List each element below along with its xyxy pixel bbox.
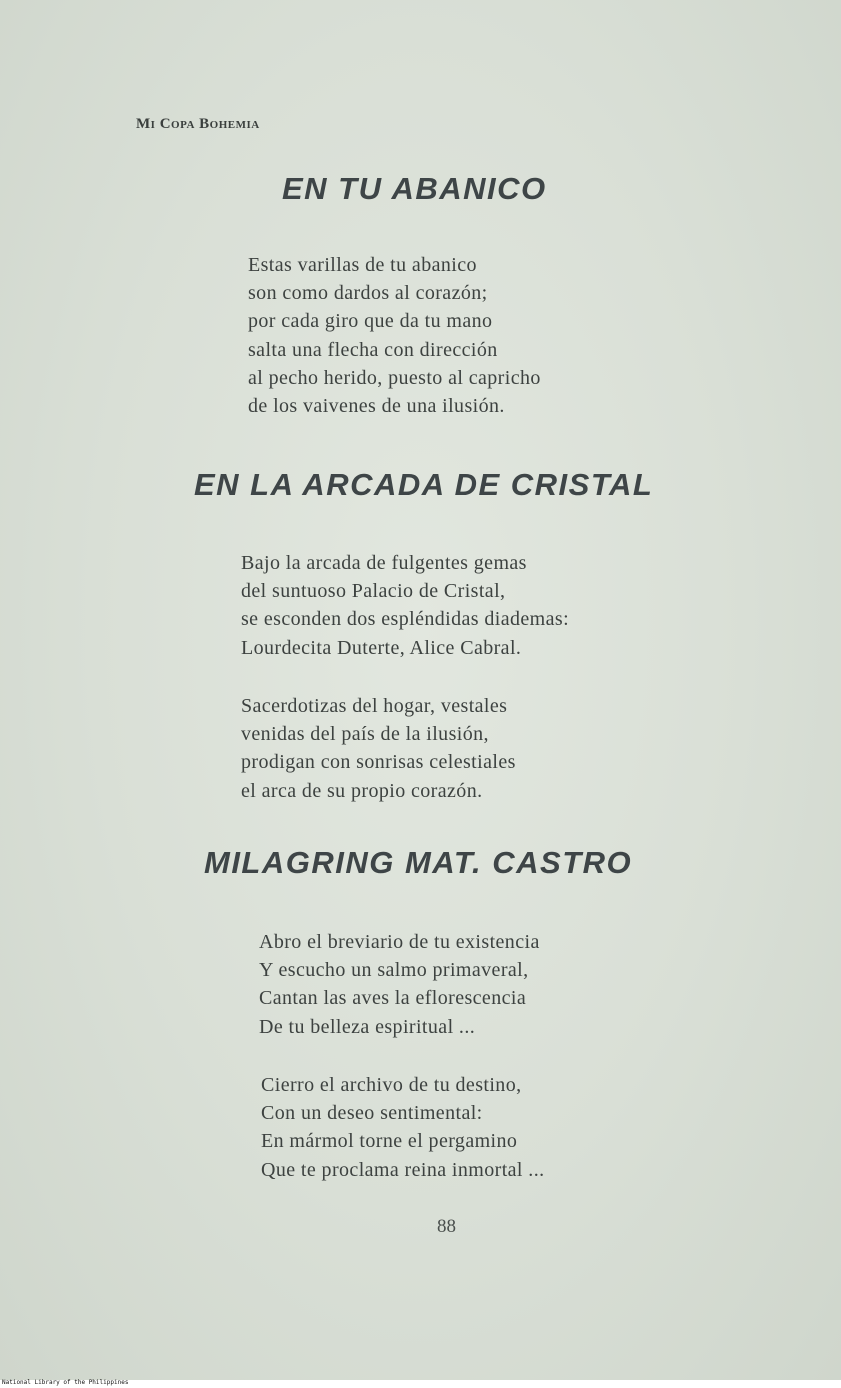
poem-stanza xyxy=(261,1071,545,1184)
verse-line: Lourdecita Duterte, Alice Cabral. xyxy=(241,636,522,659)
poem-stanza xyxy=(248,251,541,420)
verse-line: del suntuoso Palacio de Cristal, xyxy=(241,580,506,603)
poem-title-en-la-arcada-de-cristal: EN LA ARCADA DE CRISTAL xyxy=(194,467,654,502)
library-footer xyxy=(0,1380,841,1388)
verse-line: de los vaivenes de una ilusión. xyxy=(248,395,505,418)
footer-credit: National Library of the Philippines xyxy=(2,1379,129,1386)
running-head: Mi Copa Bohemia xyxy=(136,116,260,132)
verse-line: Bajo la arcada de fulgentes gemas xyxy=(241,552,527,574)
poem-stanza xyxy=(241,549,569,662)
verse-line: Cantan las aves la eflorescencia xyxy=(259,987,527,1010)
verse-line: son como dardos al corazón; xyxy=(248,282,488,305)
verse-line: se esconden dos espléndidas diademas: xyxy=(241,608,570,631)
verse-line: Que te proclama reina inmortal ... xyxy=(261,1158,545,1181)
verse-line: salta una flecha con dirección xyxy=(248,338,498,361)
verse-line: Y escucho un salmo primaveral, xyxy=(259,959,529,982)
verse-line: prodigan con sonrisas celestiales xyxy=(241,751,516,774)
verse-line: Estas varillas de tu abanico xyxy=(248,254,477,276)
poem-title-en-tu-abanico: EN TU ABANICO xyxy=(282,171,547,206)
poem-stanza xyxy=(259,928,540,1041)
verse-line: Abro el breviario de tu existencia xyxy=(259,931,540,953)
verse-line: Cierro el archivo de tu destino, xyxy=(261,1074,522,1096)
page-number: 88 xyxy=(437,1216,456,1237)
poem-title-milagring-mat-castro: MILAGRING MAT. CASTRO xyxy=(204,845,633,880)
verse-line: el arca de su propio corazón. xyxy=(241,779,483,802)
verse-line: venidas del país de la ilusión, xyxy=(241,723,489,746)
verse-line: En mármol torne el pergamino xyxy=(261,1130,518,1153)
verse-line: De tu belleza espiritual ... xyxy=(259,1015,476,1038)
verse-line: Sacerdotizas del hogar, vestales xyxy=(241,695,508,717)
poem-stanza xyxy=(241,692,516,805)
verse-line: Con un deseo sentimental: xyxy=(261,1102,483,1125)
verse-line: por cada giro que da tu mano xyxy=(248,310,493,333)
verse-line: al pecho herido, puesto al capricho xyxy=(248,366,541,389)
